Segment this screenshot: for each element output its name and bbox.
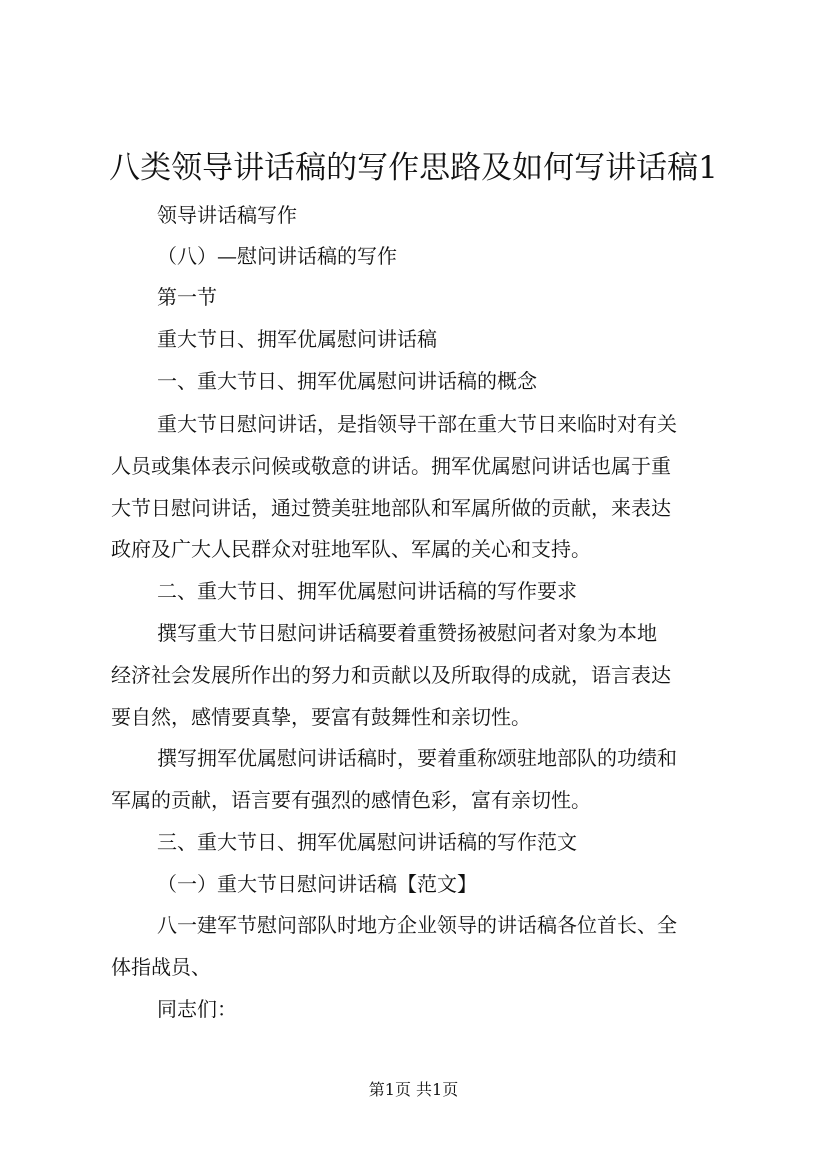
document-title: 八类领导讲话稿的写作思路及如何写讲话稿1 <box>109 150 718 186</box>
section-subheading: （八）—慰问讲话稿的写作 <box>157 244 397 268</box>
paragraph-line: 政府及广大人民群众对驻地军队、军属的关心和支持。 <box>111 537 591 561</box>
paragraph-line: 重大节日慰问讲话，是指领导干部在重大节日来临时对有关 <box>157 412 677 436</box>
paragraph-line: 要自然，感情要真挚，要富有鼓舞性和亲切性。 <box>111 705 531 729</box>
page-footer: 第1页 共1页 <box>368 1080 459 1099</box>
sample-heading: （一）重大节日慰问讲话稿【范文】 <box>157 872 477 896</box>
paragraph-line: 大节日慰问讲话，通过赞美驻地部队和军属所做的贡献，来表达 <box>111 496 671 520</box>
paragraph-line: 撰写拥军优属慰问讲话稿时，要着重称颂驻地部队的功绩和 <box>157 746 677 770</box>
point-heading: 二、重大节日、拥军优属慰问讲话稿的写作要求 <box>157 579 577 603</box>
paragraph-line: 八一建军节慰问部队时地方企业领导的讲话稿各位首长、全 <box>157 913 677 937</box>
chapter-heading: 重大节日、拥军优属慰问讲话稿 <box>157 327 437 351</box>
paragraph-line: 经济社会发展所作出的努力和贡献以及所取得的成就，语言表达 <box>111 663 671 687</box>
paragraph-line: 人员或集体表示问候或敬意的讲话。拥军优属慰问讲话也属于重 <box>111 454 671 478</box>
paragraph-line: 体指战员、 <box>111 955 211 979</box>
paragraph-line: 同志们： <box>157 997 237 1021</box>
paragraph-line: 撰写重大节日慰问讲话稿要着重赞扬被慰问者对象为本地 <box>157 621 657 645</box>
paragraph-line: 军属的贡献，语言要有强烈的感情色彩，富有亲切性。 <box>111 788 591 812</box>
section-heading: 领导讲话稿写作 <box>157 203 297 227</box>
point-heading: 一、重大节日、拥军优属慰问讲话稿的概念 <box>157 369 537 393</box>
chapter-label: 第一节 <box>157 285 217 309</box>
point-heading: 三、重大节日、拥军优属慰问讲话稿的写作范文 <box>157 830 577 854</box>
